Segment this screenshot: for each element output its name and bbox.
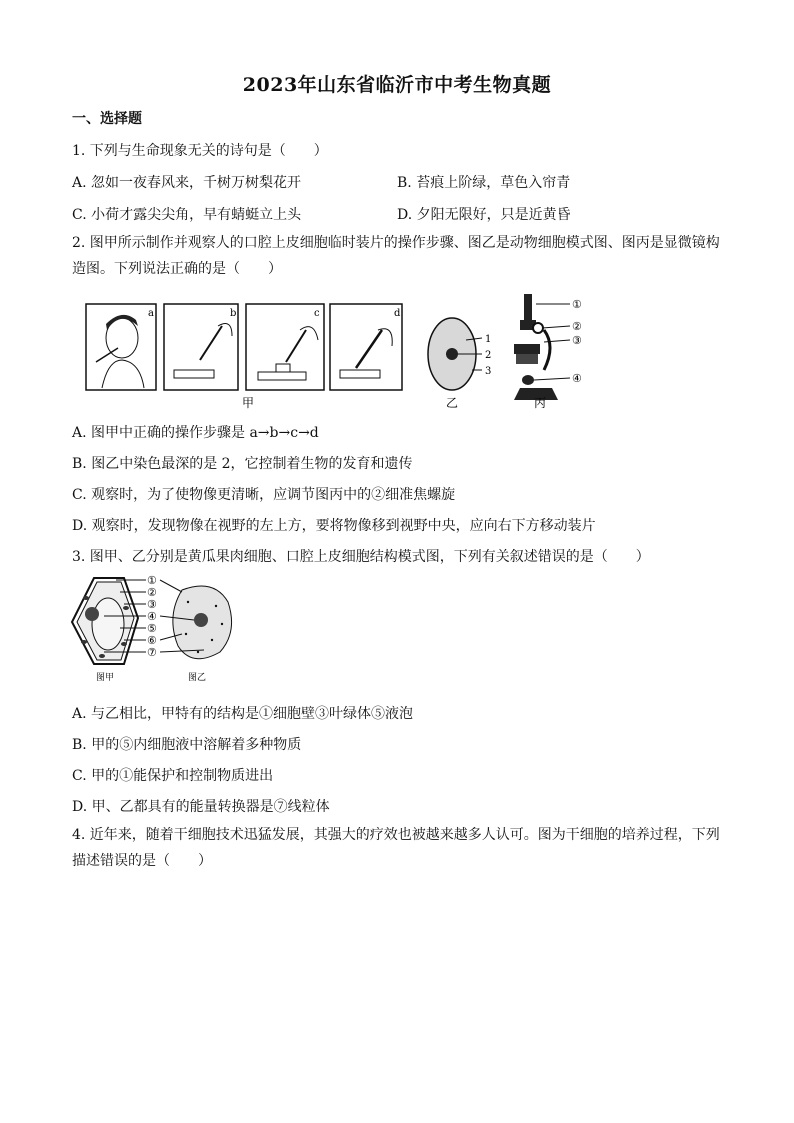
caption-yi: 乙 xyxy=(446,396,459,410)
q2-option-a: A. 图甲中正确的操作步骤是 a→b→c→d xyxy=(72,425,319,441)
microscope-label-4: ④ xyxy=(572,372,582,385)
panel-a-student-mouth xyxy=(86,304,156,390)
caption-figure-yi: 图乙 xyxy=(188,673,207,683)
panel-b-dropping xyxy=(164,304,238,390)
microscope-label-2: ② xyxy=(572,320,582,333)
q3-option-c: C. 甲的①能保护和控制物质进出 xyxy=(72,768,274,784)
cell-structure-label-6: ⑥ xyxy=(147,634,157,647)
cell-label-1: 1 xyxy=(485,334,492,345)
panel-letter-c: c xyxy=(314,308,320,319)
q4-stem: 4. 近年来，随着干细胞技术迅猛发展，其强大的疗效也被越来越多人认可。图为干细胞的培养过程，下列描述错误的是（ ） xyxy=(72,827,720,869)
microscope-label-3: ③ xyxy=(572,334,582,347)
animal-cell-diagram xyxy=(428,318,491,410)
caption-jia: 甲 xyxy=(242,396,255,410)
cell-structure-label-5: ⑤ xyxy=(147,622,157,635)
cell-label-3: 3 xyxy=(485,366,492,377)
q1-option-b: B. 苔痕上阶绿，草色入帘青 xyxy=(397,175,571,191)
cell-structure-label-7: ⑦ xyxy=(147,646,157,659)
page-title: 2023年山东省临沂市中考生物真题 xyxy=(242,74,552,96)
cell-label-2: 2 xyxy=(485,350,492,361)
q1-option-c: C. 小荷才露尖尖角，早有蜻蜓立上头 xyxy=(72,207,302,223)
panel-letter-b: b xyxy=(230,308,237,319)
panel-d-staining xyxy=(330,304,402,390)
oral-cell-diagram xyxy=(173,586,232,659)
cell-structure-label-2: ② xyxy=(147,586,157,599)
q3-stem: 3. 图甲、乙分别是黄瓜果肉细胞、口腔上皮细胞结构模式图，下列有关叙述错误的是（ ） xyxy=(72,549,650,565)
cell-structure-label-3: ③ xyxy=(147,598,157,611)
q1-option-a: A. 忽如一夜春风来，千树万树梨花开 xyxy=(72,175,302,191)
q3-option-d: D. 甲、乙都具有的能量转换器是⑦线粒体 xyxy=(72,799,330,815)
section-heading: 一、选择题 xyxy=(72,111,142,127)
q1-stem: 1. 下列与生命现象无关的诗句是（ ） xyxy=(72,143,328,159)
q2-figure xyxy=(82,290,602,416)
microscope-label-1: ① xyxy=(572,298,582,311)
caption-bing: 丙 xyxy=(534,396,547,410)
q2-option-c: C. 观察时，为了使物像更清晰，应调节图丙中的②细准焦螺旋 xyxy=(72,487,456,503)
q2-option-b: B. 图乙中染色最深的是 2，它控制着生物的发育和遗传 xyxy=(72,456,413,472)
q3-option-a: A. 与乙相比，甲特有的结构是①细胞壁③叶绿体⑤液泡 xyxy=(72,706,414,722)
caption-figure-jia: 图甲 xyxy=(96,673,115,683)
cell-structure-label-1: ① xyxy=(147,574,157,587)
q2-option-d: D. 观察时，发现物像在视野的左上方，要将物像移到视野中央，应向右下方移动装片 xyxy=(72,518,596,534)
plant-cell-diagram xyxy=(72,578,138,664)
panel-c-covering xyxy=(246,304,324,390)
microscope-diagram xyxy=(514,294,582,410)
q3-figure xyxy=(64,572,244,688)
q2-stem: 2. 图甲所示制作并观察人的口腔上皮细胞临时装片的操作步骤、图乙是动物细胞模式图、图丙是显微镜构造图。下列说法正确的是（ ） xyxy=(72,235,720,277)
q1-option-d: D. 夕阳无限好，只是近黄昏 xyxy=(397,207,571,223)
panel-letter-a: a xyxy=(148,308,154,319)
q3-option-b: B. 甲的⑤内细胞液中溶解着多种物质 xyxy=(72,737,302,753)
cell-structure-label-4: ④ xyxy=(147,610,157,623)
panel-letter-d: d xyxy=(394,308,401,319)
